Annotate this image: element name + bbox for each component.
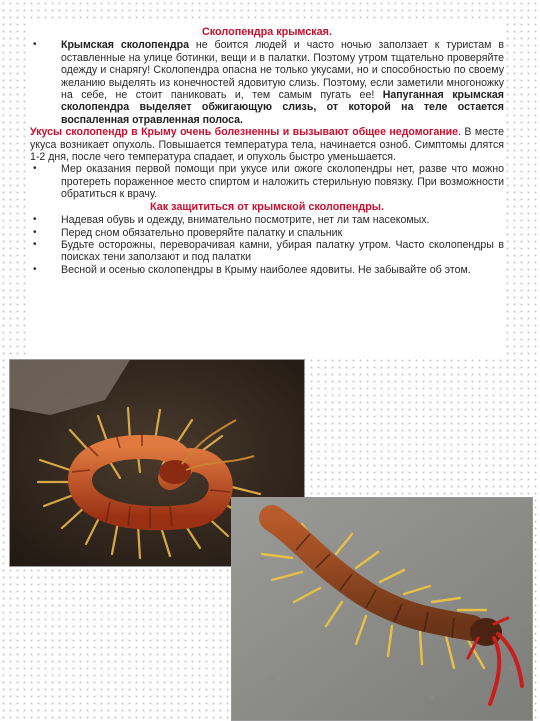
bites-paragraph: [30, 126, 504, 163]
bullet-icon: •: [33, 263, 37, 275]
protection-item-text: Весной и осенью сколопендры в Крыму наиболее ядовиты. Не забывайте об этом.: [61, 263, 471, 276]
bullet-icon: •: [33, 226, 37, 238]
list-item: [30, 239, 504, 264]
protection-list: [30, 214, 504, 276]
first-aid-text: Мер оказания первой помощи при укусе или ожоге сколопендры нет, разве что можно протереть пораженное место спиртом и наложить стерильную повязку. При возможности обратиться к врачу.: [61, 163, 504, 201]
list-item: [30, 264, 504, 276]
intro-bold-lead: Крымская сколопендра: [61, 39, 189, 52]
protection-heading: Как защититься от крымской сколопендры.: [149, 200, 385, 213]
centipede-stone-illustration: [232, 498, 532, 720]
centipede-photo-stone: [231, 497, 533, 721]
protection-item-text: Надевая обувь и одежду, внимательно посмотрите, нет ли там насекомых.: [61, 214, 430, 227]
protection-item-text: Будьте осторожны, переворачивая камни, убирая палатку утром. Часто сколопендры в поисках тени заползают и под палатки: [61, 238, 504, 264]
intro-list: [30, 39, 504, 126]
first-aid-list: [30, 163, 504, 200]
bullet-icon: •: [33, 214, 37, 226]
bullet-icon: •: [33, 39, 37, 51]
list-item: [30, 214, 504, 226]
bullet-icon: •: [33, 163, 37, 175]
intro-bold-tail: Напуганная крымская сколопендра выделяет обжигающую слизь, от которой на теле остается воспаленная отравленная полоса.: [61, 89, 504, 126]
bullet-icon: •: [33, 238, 37, 250]
document-page: [30, 20, 504, 355]
bites-red-lead: Укусы сколопендр в Крыму очень болезненны и вызывают общее недомогание: [30, 126, 459, 139]
list-item: [30, 227, 504, 239]
document-title: Сколопендра крымская.: [202, 26, 332, 38]
bites-text: . В месте укуса возникает опухоль. Повышается температура тела, начинается озноб. Симптомы длятся 1-2 дня, после чего температура спадает, и опухоль быстро уменьшается.: [30, 126, 505, 164]
document-body: [30, 26, 504, 276]
list-item: [30, 39, 504, 126]
protection-item-text: Перед сном обязательно проверяйте палатку и спальник: [61, 226, 343, 239]
intro-text: не боится людей и часто ночью заползает к туристам в оставленные на улице ботинки, вещи и в палатки. Поэтому утром тщательно проверяйте одежду и снарягу! Сколопендра опасна не только укусами, но и способностью по своему желанию выделять из конечностей ядовитую слизь. Поэтому, если заметили многоножку на себе, не стоит паниковать и, тем самым пугать ее!: [61, 39, 504, 102]
list-item: [30, 163, 504, 200]
